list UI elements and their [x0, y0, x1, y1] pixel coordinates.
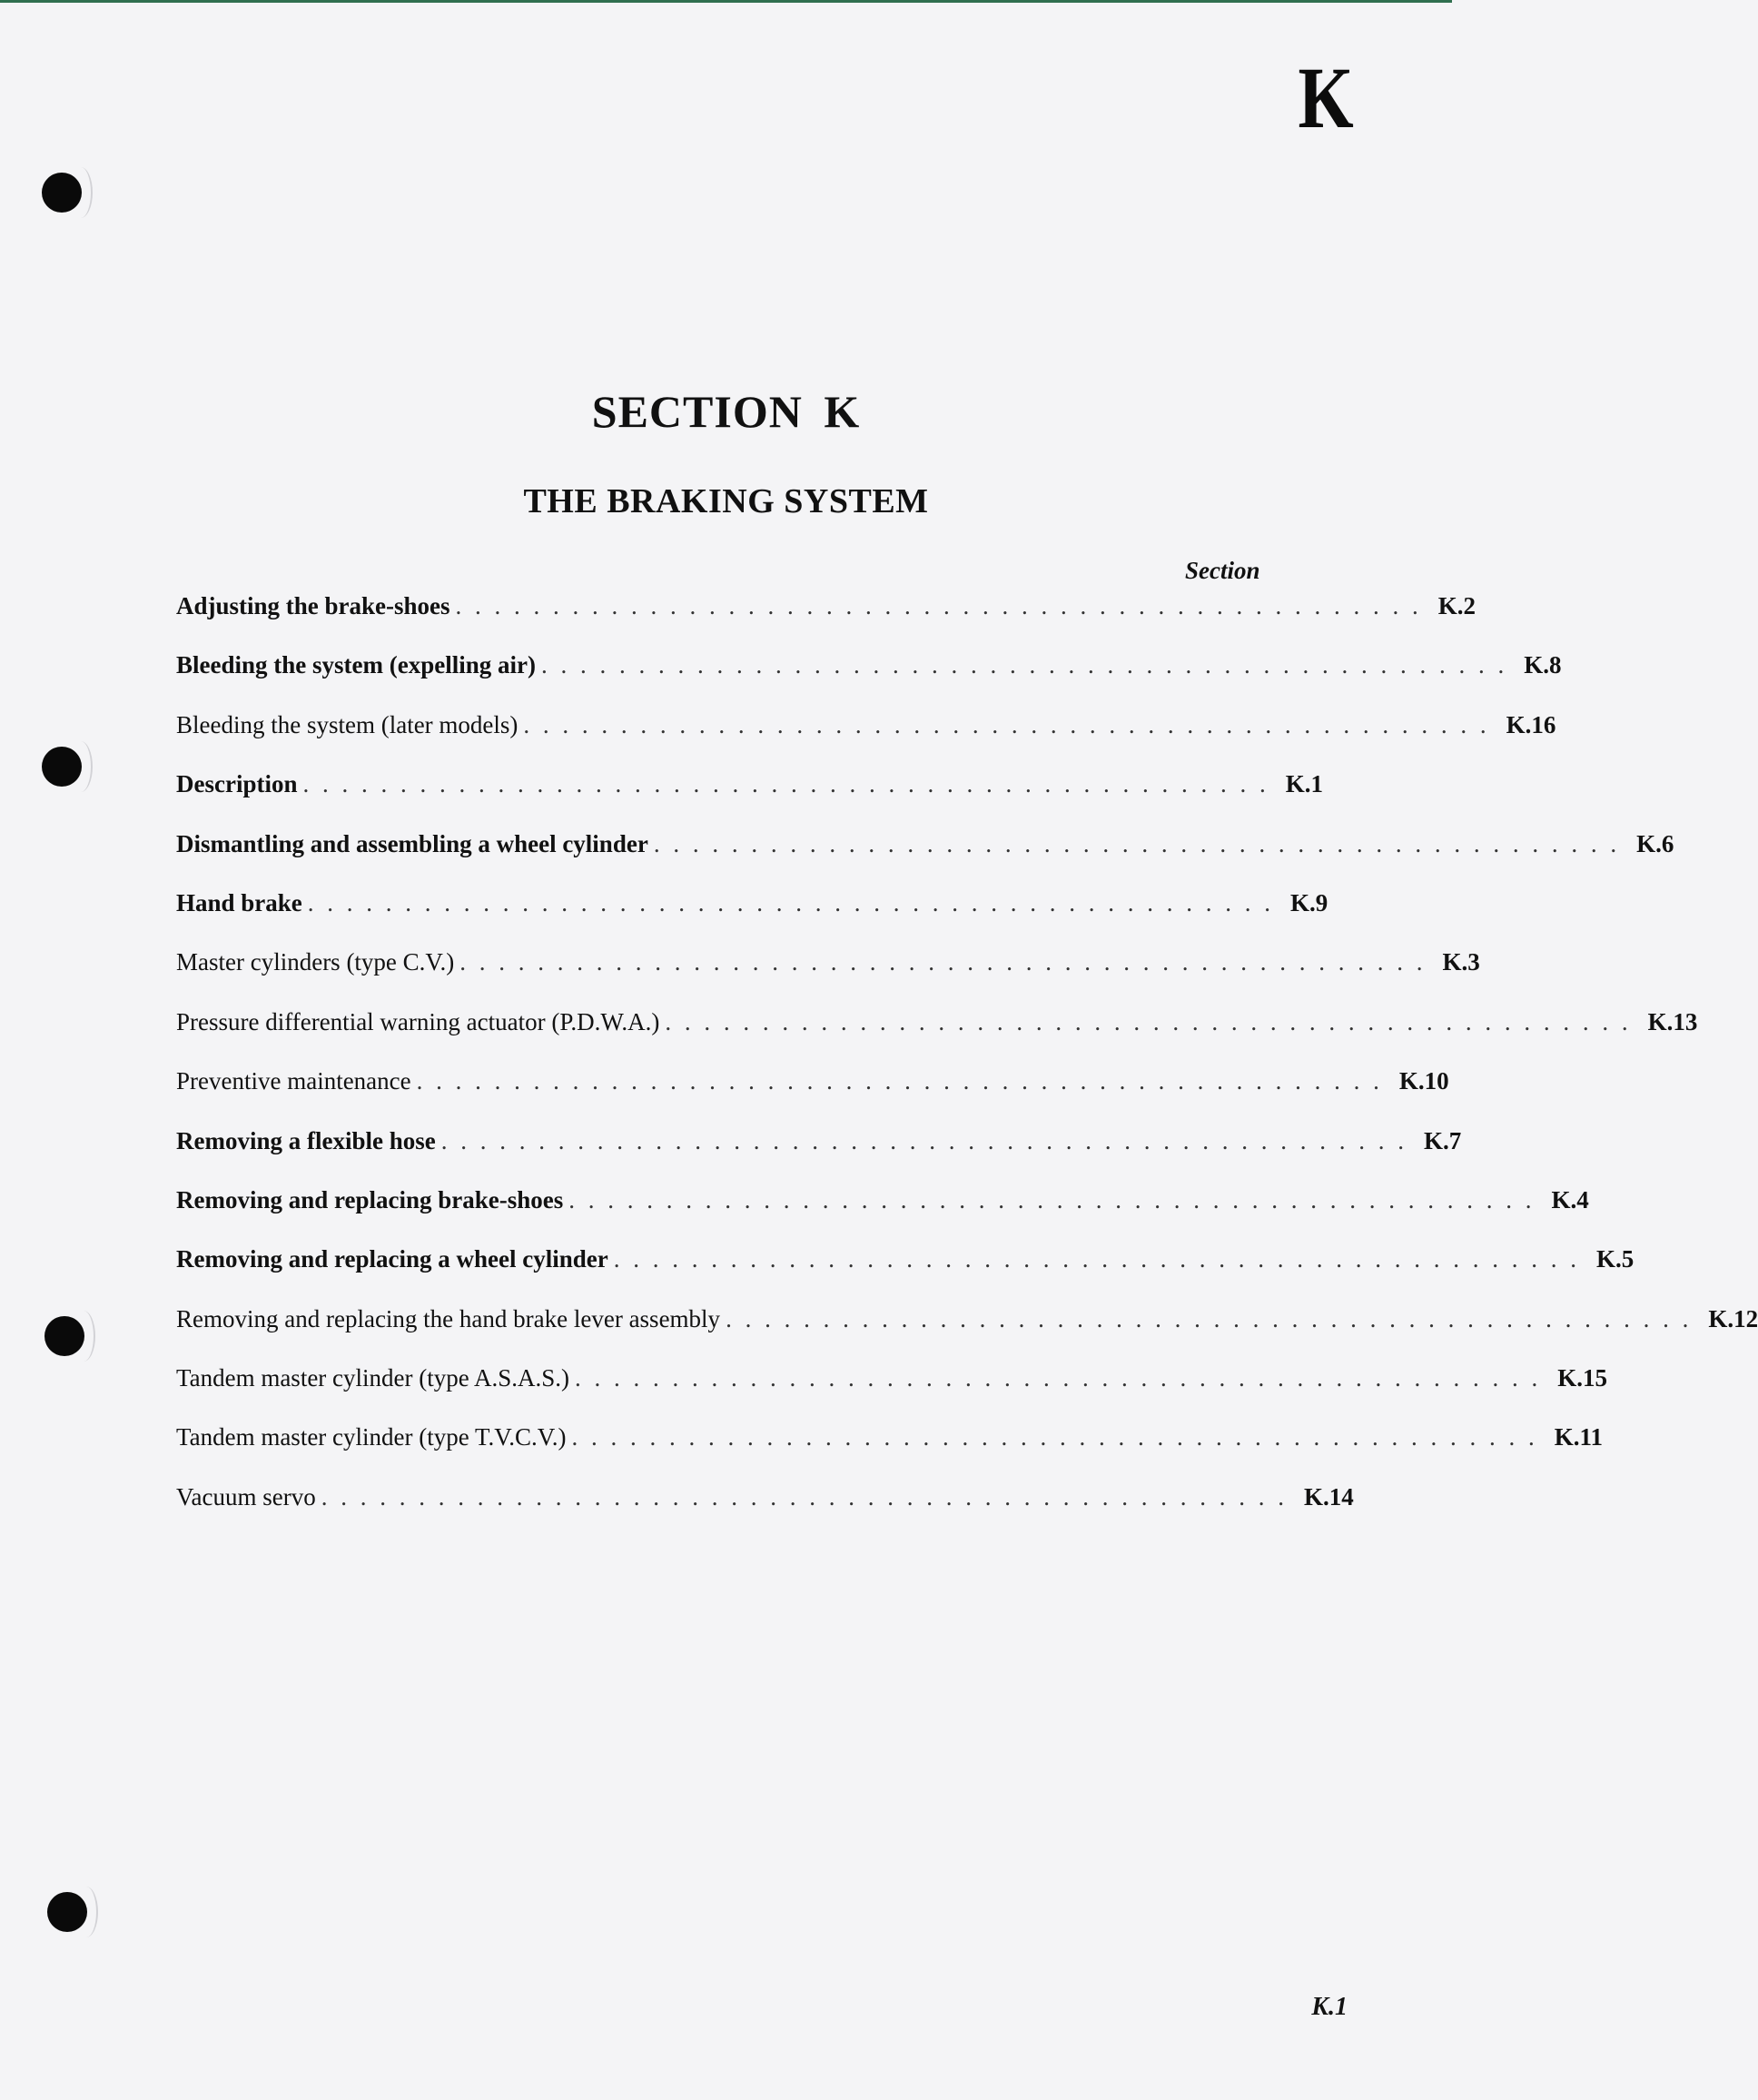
- toc-entry[interactable]: [176, 1364, 1608, 1425]
- page-subtitle: THE BRAKING SYSTEM: [523, 482, 929, 520]
- toc-entry[interactable]: [176, 1007, 1698, 1069]
- section-column-header: Section: [1185, 557, 1260, 584]
- toc-entry-title: Removing and replacing a wheel cylinder: [176, 1245, 608, 1273]
- dot-leader: . . . . . . . . . . . . . . . . . . . . . . . . . . . . . . . . . . . . . . . . . . . . . . . . . .: [575, 1364, 1542, 1392]
- toc-entry-title: Hand brake: [176, 888, 302, 916]
- toc-entry[interactable]: [176, 1245, 1635, 1306]
- dot-leader: . . . . . . . . . . . . . . . . . . . . . . . . . . . . . . . . . . . . . . . . . . . . . . . . . .: [613, 1245, 1580, 1273]
- toc-entry[interactable]: [176, 1304, 1758, 1366]
- dot-leader: . . . . . . . . . . . . . . . . . . . . . . . . . . . . . . . . . . . . . . . . . . . . . . . . . .: [540, 651, 1508, 679]
- toc-entry-title: Description: [176, 770, 298, 798]
- table-of-contents: [176, 592, 1758, 1544]
- toc-entry[interactable]: [176, 1067, 1449, 1128]
- toc-entry-title: Master cylinders (type C.V.): [176, 948, 455, 976]
- toc-entry-ref: K.15: [1557, 1364, 1608, 1392]
- toc-entry-ref: K.11: [1554, 1423, 1604, 1451]
- toc-entry-ref: K.14: [1303, 1482, 1354, 1511]
- toc-entry-title: Pressure differential warning actuator (P.D.W.A.): [176, 1007, 660, 1035]
- toc-entry[interactable]: [176, 1185, 1589, 1247]
- toc-entry[interactable]: [176, 1423, 1604, 1484]
- dot-leader: . . . . . . . . . . . . . . . . . . . . . . . . . . . . . . . . . . . . . . . . . . . . . . . . . .: [459, 948, 1427, 976]
- toc-entry[interactable]: [176, 1126, 1462, 1188]
- toc-entry-ref: K.8: [1524, 651, 1562, 679]
- punch-hole: [42, 747, 82, 787]
- dot-leader: . . . . . . . . . . . . . . . . . . . . . . . . . . . . . . . . . . . . . . . . . . . . . . . . . .: [416, 1067, 1383, 1095]
- toc-entry-title: Adjusting the brake-shoes: [176, 592, 450, 619]
- toc-entry[interactable]: [176, 829, 1674, 891]
- toc-entry[interactable]: [176, 948, 1480, 1009]
- toc-entry[interactable]: [176, 1482, 1354, 1544]
- punch-hole: [47, 1892, 87, 1932]
- punch-hole: [42, 173, 82, 213]
- toc-entry-title: Bleeding the system (later models): [176, 710, 519, 738]
- dot-leader: . . . . . . . . . . . . . . . . . . . . . . . . . . . . . . . . . . . . . . . . . . . . . . . . . .: [440, 1126, 1407, 1154]
- dot-leader: . . . . . . . . . . . . . . . . . . . . . . . . . . . . . . . . . . . . . . . . . . . . . . . . . .: [321, 1482, 1288, 1511]
- toc-entry-title: Removing and replacing the hand brake lever assembly: [176, 1304, 721, 1332]
- toc-entry-title: Tandem master cylinder (type A.S.A.S.): [176, 1364, 570, 1392]
- toc-entry-title: Removing and replacing brake-shoes: [176, 1185, 564, 1213]
- section-tab-letter: K: [1298, 49, 1354, 146]
- toc-entry-ref: K.13: [1647, 1007, 1698, 1035]
- dot-leader: . . . . . . . . . . . . . . . . . . . . . . . . . . . . . . . . . . . . . . . . . . . . . . . . . .: [455, 592, 1422, 619]
- toc-entry-title: Removing a flexible hose: [176, 1126, 436, 1154]
- toc-entry-ref: K.7: [1423, 1126, 1462, 1154]
- dot-leader: . . . . . . . . . . . . . . . . . . . . . . . . . . . . . . . . . . . . . . . . . . . . . . . . . .: [726, 1304, 1693, 1332]
- toc-entry[interactable]: [176, 770, 1323, 831]
- toc-entry-ref: K.9: [1290, 888, 1328, 916]
- dot-leader: . . . . . . . . . . . . . . . . . . . . . . . . . . . . . . . . . . . . . . . . . . . . . . . . . .: [568, 1185, 1536, 1213]
- toc-entry-ref: K.3: [1442, 948, 1480, 976]
- toc-entry-ref: K.5: [1596, 1245, 1635, 1273]
- toc-entry-ref: K.12: [1708, 1304, 1758, 1332]
- page-number: K.1: [1311, 1993, 1348, 2021]
- dot-leader: . . . . . . . . . . . . . . . . . . . . . . . . . . . . . . . . . . . . . . . . . . . . . . . . . .: [307, 888, 1275, 916]
- page-title: SECTION K: [591, 386, 861, 437]
- toc-entry-ref: K.4: [1551, 1185, 1589, 1213]
- toc-entry-ref: K.6: [1636, 829, 1674, 857]
- toc-entry-title: Bleeding the system (expelling air): [176, 651, 536, 679]
- toc-entry[interactable]: [176, 888, 1328, 950]
- dot-leader: . . . . . . . . . . . . . . . . . . . . . . . . . . . . . . . . . . . . . . . . . . . . . . . . . .: [665, 1007, 1632, 1035]
- toc-entry-ref: K.16: [1506, 710, 1556, 738]
- toc-entry-ref: K.1: [1285, 770, 1323, 798]
- toc-entry-ref: K.2: [1437, 592, 1477, 619]
- dot-leader: . . . . . . . . . . . . . . . . . . . . . . . . . . . . . . . . . . . . . . . . . . . . . . . . . .: [523, 710, 1490, 738]
- dot-leader: . . . . . . . . . . . . . . . . . . . . . . . . . . . . . . . . . . . . . . . . . . . . . . . . . .: [302, 770, 1269, 798]
- punch-hole: [44, 1316, 84, 1356]
- toc-entry-ref: K.10: [1398, 1067, 1449, 1095]
- dot-leader: . . . . . . . . . . . . . . . . . . . . . . . . . . . . . . . . . . . . . . . . . . . . . . . . . .: [571, 1423, 1538, 1451]
- toc-entry[interactable]: [176, 710, 1556, 772]
- toc-entry[interactable]: [176, 651, 1562, 712]
- dot-leader: . . . . . . . . . . . . . . . . . . . . . . . . . . . . . . . . . . . . . . . . . . . . . . . . . .: [653, 829, 1621, 857]
- top-edge-rule: [0, 0, 1452, 3]
- toc-entry-title: Dismantling and assembling a wheel cylinder: [176, 829, 648, 857]
- toc-entry[interactable]: [176, 592, 1477, 653]
- toc-entry-title: Vacuum servo: [176, 1482, 316, 1511]
- toc-entry-title: Preventive maintenance: [176, 1067, 411, 1095]
- toc-entry-title: Tandem master cylinder (type T.V.C.V.): [176, 1423, 567, 1451]
